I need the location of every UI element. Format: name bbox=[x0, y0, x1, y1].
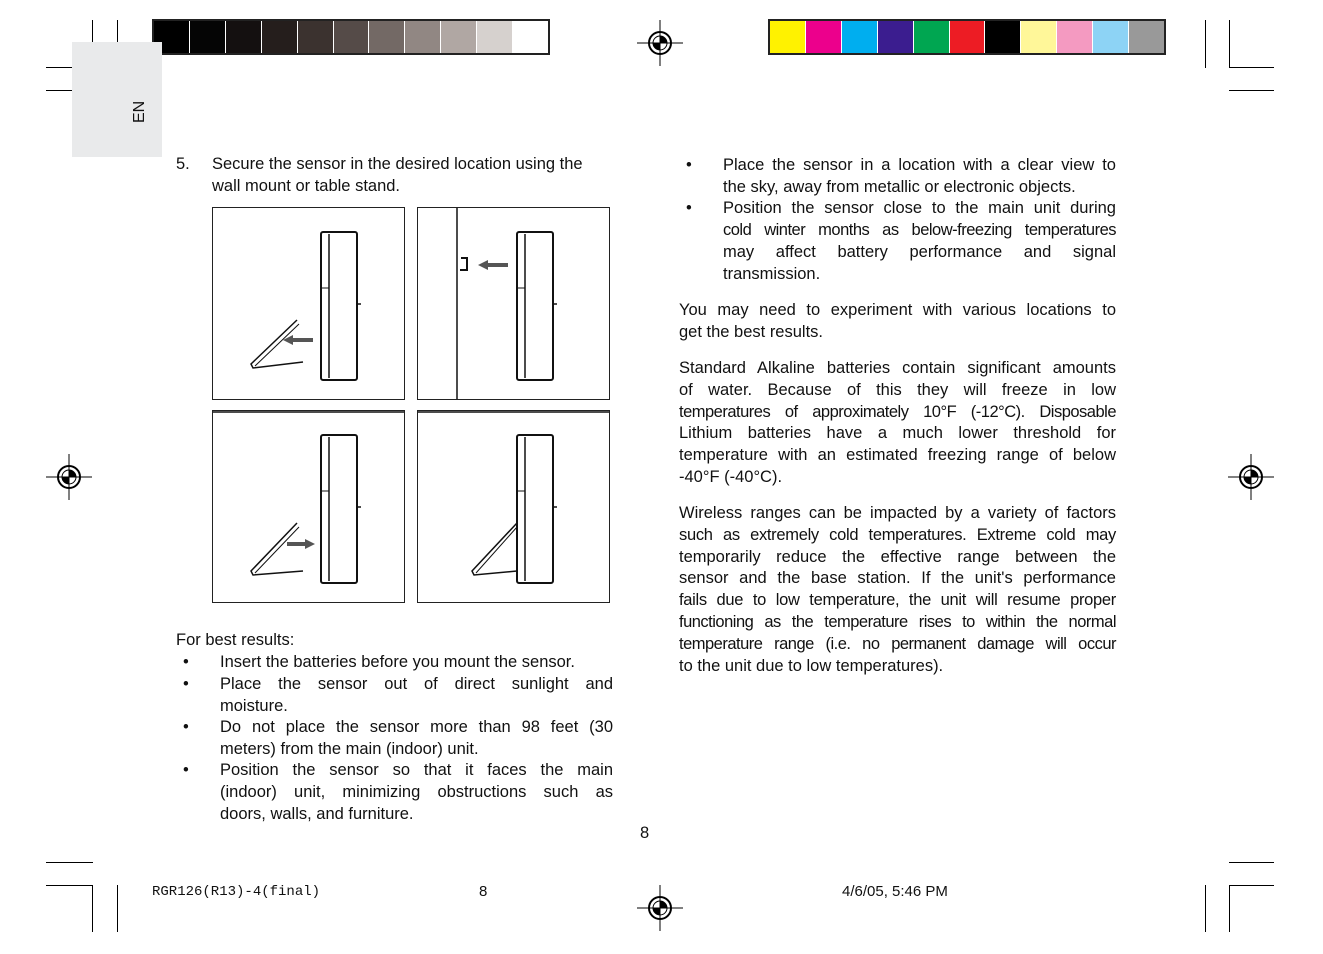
bullet: • bbox=[183, 718, 189, 736]
language-label: EN bbox=[131, 100, 148, 123]
paragraph bbox=[679, 503, 1116, 677]
color-swatch bbox=[226, 21, 262, 53]
paragraph-line: sensor and the base station. If the unit's performance bbox=[679, 569, 1116, 588]
color-swatch bbox=[878, 21, 914, 53]
paragraph-line: fails due to low temperature, the unit will resume proper bbox=[679, 591, 1116, 610]
sensor-illustration bbox=[418, 208, 609, 399]
process-color-bar bbox=[768, 19, 1166, 55]
color-swatch bbox=[441, 21, 477, 53]
color-swatch bbox=[334, 21, 370, 53]
footer-timestamp: 4/6/05, 5:46 PM bbox=[842, 883, 948, 900]
crop-mark bbox=[1205, 885, 1206, 932]
color-swatch bbox=[405, 21, 441, 53]
footer-filename: RGR126(R13)-4(final) bbox=[152, 884, 321, 900]
bullet: • bbox=[183, 653, 189, 671]
paragraph-line: functioning as the temperature rises to within the normal bbox=[679, 612, 1116, 631]
crop-mark bbox=[1229, 90, 1274, 91]
bullet: • bbox=[686, 156, 692, 174]
list-item bbox=[686, 155, 1116, 199]
bullet: • bbox=[183, 675, 189, 693]
figure-table-stand-step1 bbox=[212, 410, 405, 603]
list-item bbox=[183, 652, 613, 674]
crop-mark bbox=[1229, 67, 1274, 68]
paragraph-line: of water. Because of this they will freeze in low bbox=[679, 380, 1116, 399]
figure-wall-mount-step2 bbox=[417, 207, 610, 400]
crop-mark bbox=[1229, 862, 1274, 863]
crop-mark bbox=[46, 885, 93, 886]
step-text-line: wall mount or table stand. bbox=[212, 177, 401, 195]
color-swatch bbox=[369, 21, 405, 53]
list-item-line: cold winter months as below-freezing temperatures bbox=[723, 221, 1116, 239]
list-item-line: (indoor) unit, minimizing obstructions such as bbox=[220, 783, 613, 801]
paragraph-line: such as extremely cold temperatures. Extreme cold may bbox=[679, 525, 1116, 544]
list-item-line: Position the sensor close to the main unit during bbox=[723, 199, 1116, 217]
best-results-heading: For best results: bbox=[176, 631, 295, 649]
bullet: • bbox=[183, 761, 189, 779]
color-swatch bbox=[1129, 21, 1164, 53]
paragraph-line: get the best results. bbox=[679, 322, 823, 341]
registration-mark bbox=[637, 885, 683, 931]
list-item-line: the sky, away from metallic or electronic objects. bbox=[723, 178, 1076, 196]
registration-mark bbox=[1228, 454, 1274, 500]
page-number: 8 bbox=[640, 824, 650, 842]
step-number: 5. bbox=[176, 155, 190, 173]
color-swatch bbox=[1057, 21, 1093, 53]
paragraph bbox=[679, 300, 1116, 344]
color-swatch bbox=[1021, 21, 1057, 53]
paragraph-line: Standard Alkaline batteries contain significant amounts bbox=[679, 359, 1116, 377]
paragraph-line: temperature with an estimated freezing range of below bbox=[679, 446, 1116, 465]
figure-table-stand-step2 bbox=[417, 410, 610, 603]
color-swatch bbox=[985, 21, 1021, 53]
step-text-line: Secure the sensor in the desired location using the bbox=[212, 155, 583, 173]
paragraph-line: temperature range (i.e. no permanent damage will occur bbox=[679, 634, 1116, 653]
list-item-line: Position the sensor so that it faces the main bbox=[220, 761, 613, 779]
crop-mark bbox=[1229, 885, 1230, 932]
sensor-illustration bbox=[213, 411, 404, 602]
paragraph-line: to the unit due to low temperatures). bbox=[679, 656, 944, 675]
color-swatch bbox=[770, 21, 806, 53]
list-item bbox=[183, 674, 613, 718]
list-item-line: Insert the batteries before you mount the sensor. bbox=[220, 653, 575, 671]
color-swatch bbox=[298, 21, 334, 53]
bullet: • bbox=[686, 199, 692, 217]
list-item bbox=[686, 198, 1116, 286]
list-item bbox=[183, 760, 613, 826]
list-item-line: transmission. bbox=[723, 265, 821, 283]
grayscale-color-bar bbox=[152, 19, 550, 55]
paragraph-line: temporarily reduce the effective range between the bbox=[679, 547, 1116, 566]
list-item bbox=[183, 717, 613, 761]
sensor-illustration bbox=[418, 411, 609, 602]
paragraph-line: Wireless ranges can be impacted by a variety of factors bbox=[679, 504, 1116, 522]
footer-page: 8 bbox=[479, 883, 488, 900]
list-item-line: moisture. bbox=[220, 697, 288, 715]
list-item-line: may affect battery performance and signal bbox=[723, 243, 1116, 261]
crop-mark bbox=[92, 885, 93, 932]
color-swatch bbox=[190, 21, 226, 53]
list-item-line: doors, walls, and furniture. bbox=[220, 805, 414, 823]
list-item-line: meters) from the main (indoor) unit. bbox=[220, 740, 479, 758]
color-swatch bbox=[262, 21, 298, 53]
color-swatch bbox=[950, 21, 986, 53]
list-item-line: Place the sensor in a location with a clear view to bbox=[723, 156, 1116, 174]
list-item-line: Place the sensor out of direct sunlight and bbox=[220, 675, 613, 693]
color-swatch bbox=[1093, 21, 1129, 53]
crop-mark bbox=[1229, 20, 1230, 68]
crop-mark bbox=[46, 862, 93, 863]
language-tab bbox=[72, 42, 162, 157]
crop-mark bbox=[1229, 885, 1274, 886]
registration-mark bbox=[46, 454, 92, 500]
paragraph-line: Lithium batteries have a much lower threshold for bbox=[679, 424, 1116, 443]
registration-mark bbox=[637, 20, 683, 66]
list-item-line: Do not place the sensor more than 98 feet (30 bbox=[220, 718, 613, 736]
color-swatch bbox=[513, 21, 548, 53]
paragraph-line: -40°F (-40°C). bbox=[679, 467, 783, 486]
color-swatch bbox=[477, 21, 513, 53]
color-swatch bbox=[806, 21, 842, 53]
color-swatch bbox=[914, 21, 950, 53]
paragraph bbox=[679, 358, 1116, 489]
paragraph-line: temperatures of approximately 10°F (-12°C). Disposable bbox=[679, 402, 1116, 421]
figure-wall-mount-step1 bbox=[212, 207, 405, 400]
crop-mark bbox=[117, 885, 118, 932]
paragraph-line: You may need to experiment with various locations to bbox=[679, 301, 1116, 319]
sensor-illustration bbox=[213, 208, 404, 399]
color-swatch bbox=[842, 21, 878, 53]
crop-mark bbox=[1205, 20, 1206, 68]
